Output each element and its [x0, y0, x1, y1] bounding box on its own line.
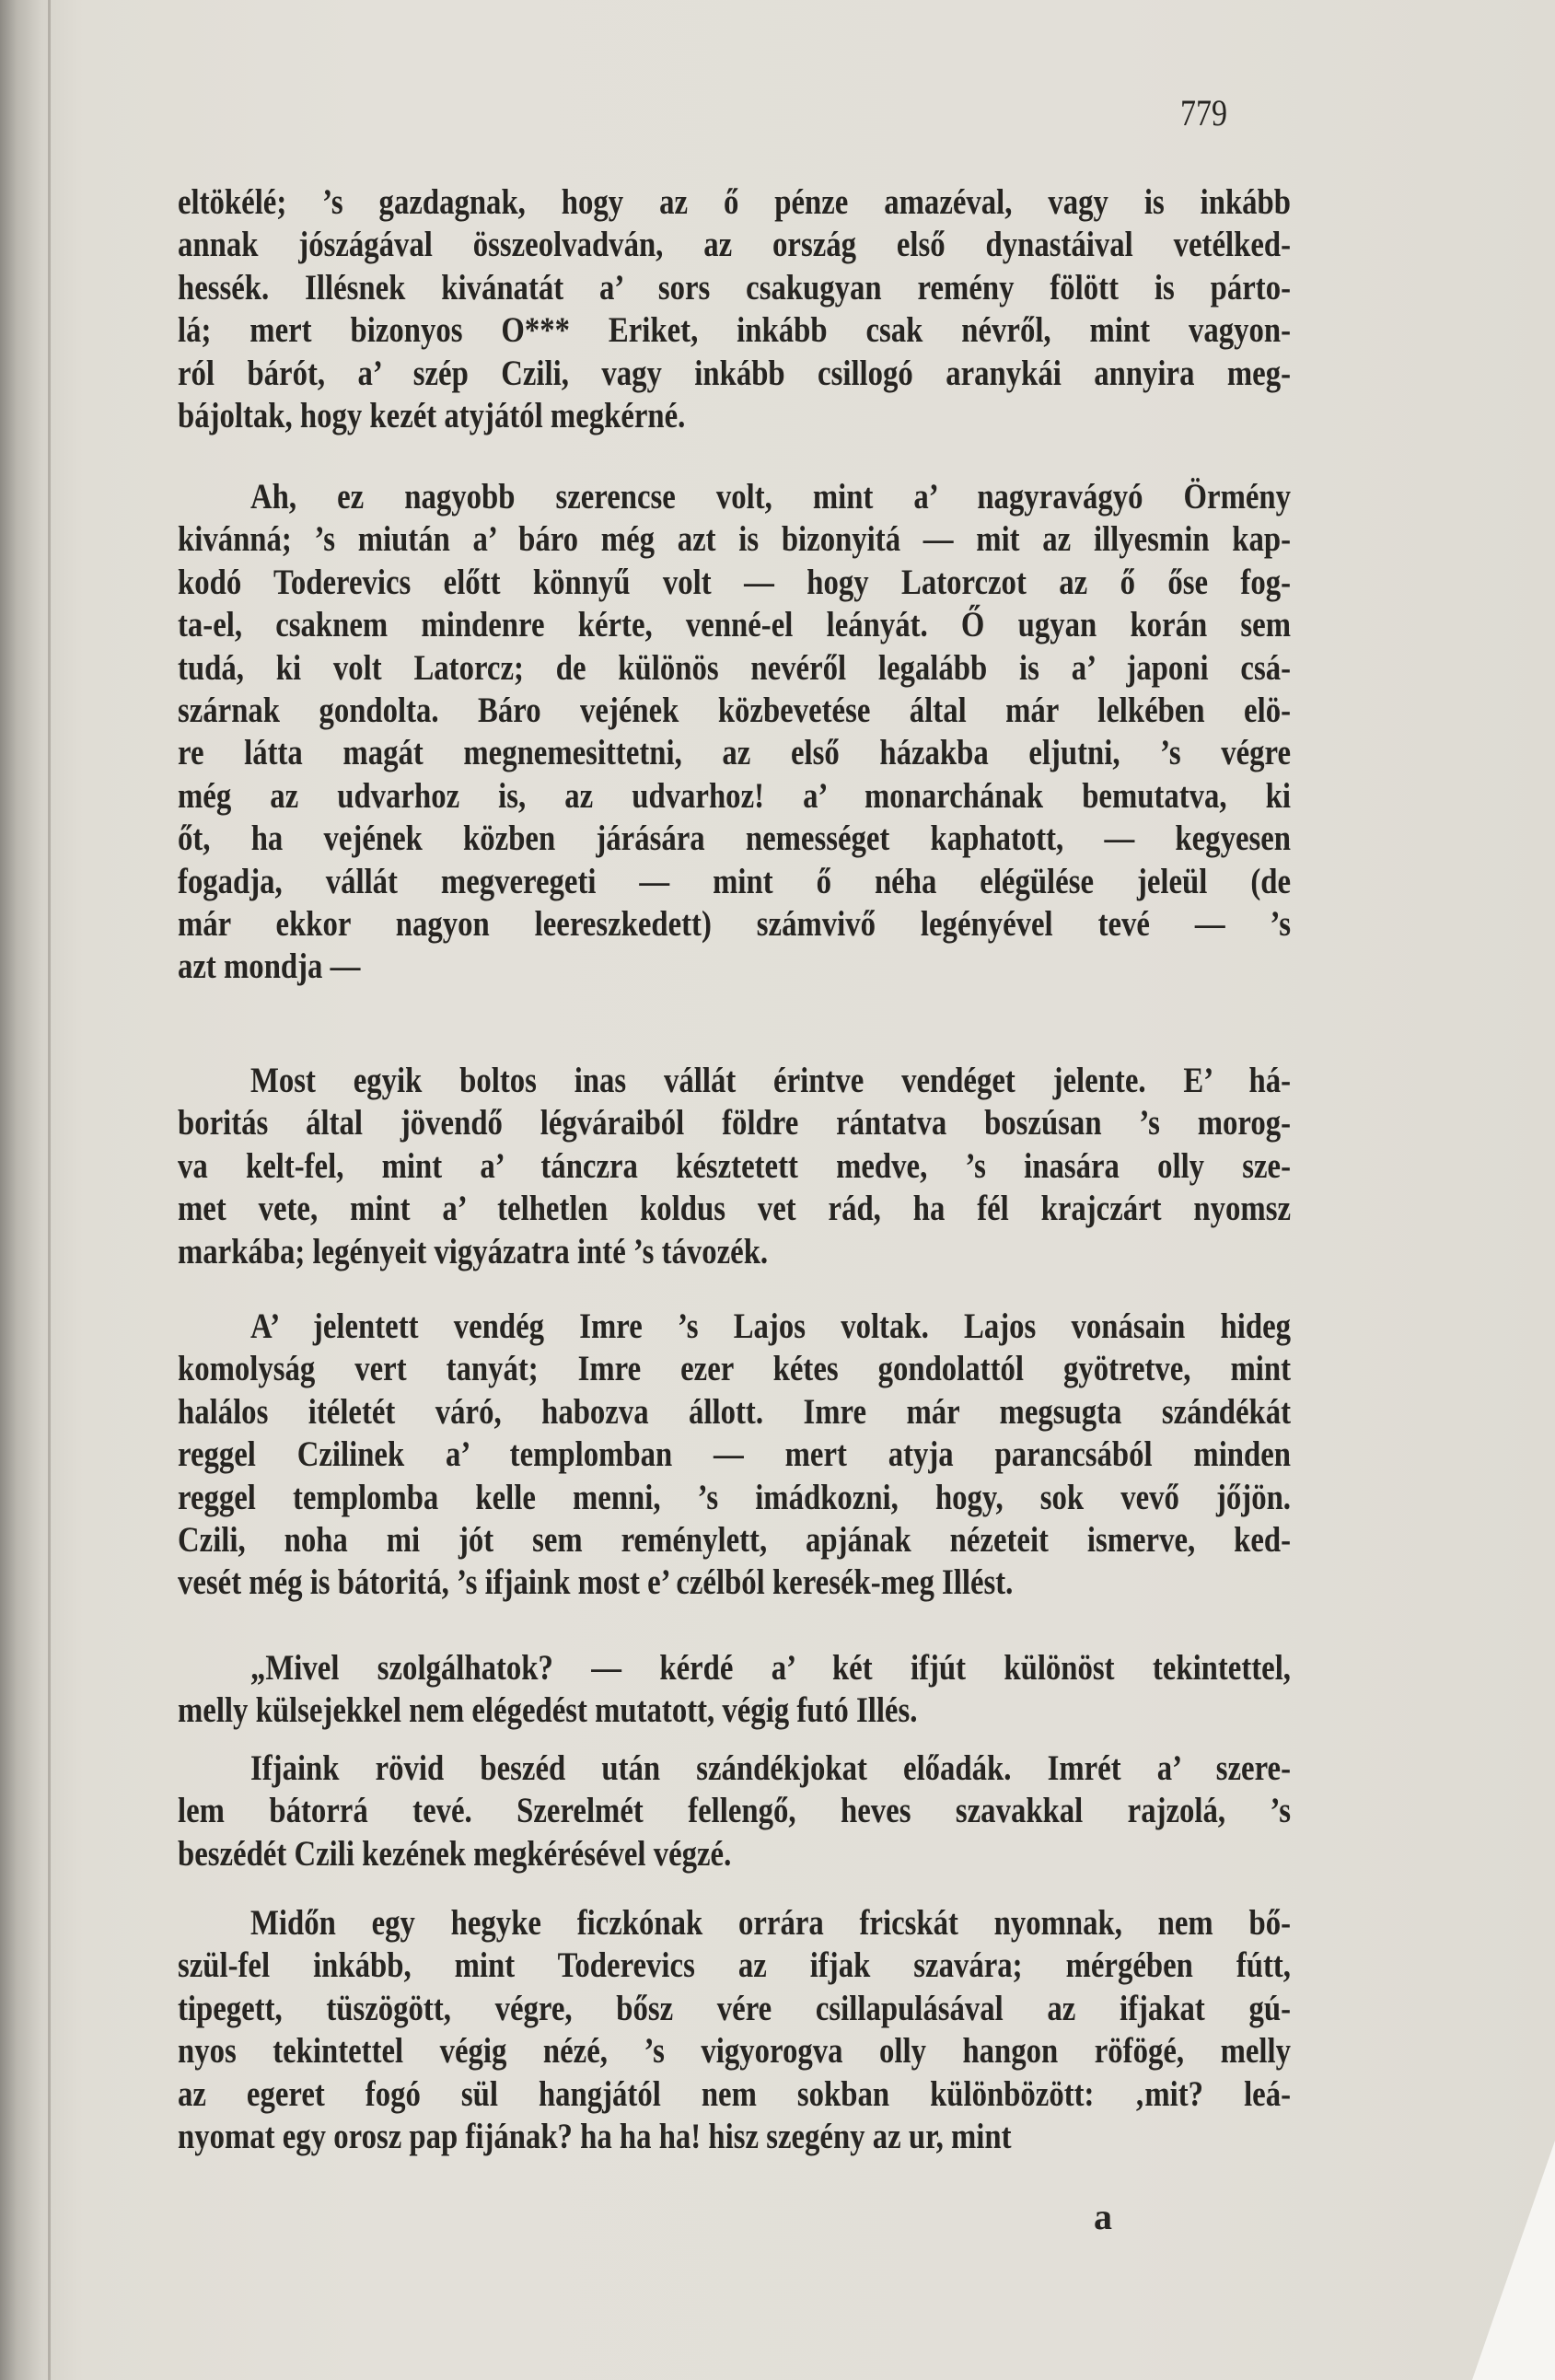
text-line-content: Most egyik boltos inas vállát érintve vendéget jelente. E’ há-: [250, 1061, 1291, 1100]
text-line-content: az egeret fogó sül hangjától nem sokban különbözött: ‚mit? leá-: [178, 2073, 1291, 2114]
page-corner: [1472, 2141, 1555, 2380]
catchword: a: [1094, 2196, 1112, 2237]
text-line: [178, 561, 1503, 605]
text-line: [178, 1789, 1503, 1833]
text-line-content: markába; legényeit vigyázatra inté ’s távozék.: [178, 1231, 769, 1271]
text-line: [178, 2072, 1503, 2117]
text-line: [178, 223, 1503, 267]
text-line: [250, 1901, 1489, 1945]
text-line-content: nyomat egy orosz pap fijának? ha ha ha! hisz szegény az ur, mint: [178, 2117, 1012, 2156]
text-line: [178, 1944, 1503, 1988]
text-line: [250, 1305, 1489, 1349]
text-line-content: A’ jelentett vendég Imre ’s Lajos voltak. Lajos vonásain hideg: [250, 1306, 1291, 1346]
page-number: 779: [1180, 92, 1227, 134]
text-line-content: őt, ha vejének közben járására nemességet kaphatott, — kegyesen: [178, 818, 1291, 859]
text-line: [178, 180, 1503, 225]
text-line: [178, 603, 1503, 647]
text-line-content: szárnak gondolta. Báro vejének közbevetése által már lelkében elö-: [178, 691, 1291, 730]
text-line-content: még az udvarhoz is, az udvarhoz! a’ monarchának bemutatva, ki: [178, 775, 1291, 816]
text-line-content: kivánná; ’s miután a’ báro még azt is bizonyitá — mit az illyesmin kap-: [178, 519, 1292, 560]
text-line: [250, 1646, 1489, 1690]
text-line-content: melly külsejekkel nem elégedést mutatott, végig futó Illés.: [178, 1690, 918, 1731]
text-line-content: va kelt-fel, mint a’ tánczra késztetett medve, ’s inasára olly sze-: [178, 1145, 1291, 1186]
text-line: [178, 646, 1503, 691]
text-line: [178, 1187, 1503, 1231]
text-line-content: ról bárót, a’ szép Czili, vagy inkább csillogó aranykái annyira meg-: [178, 353, 1291, 393]
text-line: [178, 1689, 1058, 1733]
text-line: [178, 731, 1503, 775]
text-line: [178, 1347, 1503, 1391]
text-line: [178, 2115, 1170, 2159]
text-line-content: re látta magát megnemesittetni, az első házakba eljutni, ’s végre: [178, 733, 1291, 773]
text-line: [178, 1101, 1503, 1145]
text-line: [178, 1987, 1503, 2031]
text-line: [178, 774, 1503, 818]
text-line-content: Czili, noha mi jót sem reménylett, apjának nézeteit ismerve, ked-: [178, 1520, 1292, 1560]
text-line-content: már ekkor nagyon leereszkedett) számvivő legényével tevé — ’s: [178, 904, 1292, 944]
text-line: [178, 1518, 1503, 1562]
text-line-content: tudá, ki volt Latorcz; de különös nevéről legalább is a’ japoni csá-: [178, 647, 1291, 688]
text-line-content: reggel templomba kelle menni, ’s imádkozni, hogy, sok vevő jőjön.: [178, 1477, 1291, 1517]
text-line-content: Ifjaink rövid beszéd után szándékjokat előadák. Imrét a’ szere-: [250, 1748, 1291, 1788]
text-line: [178, 1832, 837, 1876]
text-line: [178, 689, 1503, 733]
text-line: [178, 902, 1503, 946]
text-line-content: bájoltak, hogy kezét atyjától megkérné.: [178, 396, 686, 435]
text-line: [250, 475, 1489, 519]
text-line: [250, 1747, 1489, 1791]
text-line: [178, 1433, 1503, 1477]
text-line: [178, 1144, 1503, 1189]
text-line-content: halálos itéletét váró, habozva állott. Imre már megsugta szándékát: [178, 1391, 1291, 1432]
text-line-content: annak jószágával összeolvadván, az ország első dynastáival vetélked-: [178, 225, 1291, 265]
text-line: [178, 2029, 1503, 2073]
text-line-content: lá; mert bizonyos O*** Eriket, inkább csak névről, mint vagyon-: [178, 310, 1291, 351]
text-line-content: beszédét Czili kezének megkérésével végzé.: [178, 1833, 732, 1874]
text-line: [178, 352, 1503, 396]
text-line-content: hessék. Illésnek kivánatát a’ sors csakugyan remény fölött is párto-: [178, 267, 1291, 308]
text-line-content: komolyság vert tanyát; Imre ezer kétes gondolattól gyötretve, mint: [178, 1349, 1292, 1389]
text-line-content: „Mivel szolgálhatok? — kérdé a’ két ifjút különöst tekintettel,: [250, 1648, 1291, 1688]
text-line: [178, 1561, 1172, 1605]
text-line: [178, 860, 1503, 904]
text-line: [178, 1390, 1503, 1434]
text-line: [178, 1230, 880, 1274]
text-line-content: ta-el, csaknem mindenre kérte, venné-el leányát. Ő ugyan korán sem: [178, 605, 1291, 645]
text-line: [178, 817, 1503, 861]
text-line: [178, 394, 782, 438]
text-line-content: szül-fel inkább, mint Toderevics az ifjak szavára; mérgében fútt,: [178, 1945, 1291, 1986]
text-line: [250, 1059, 1489, 1103]
text-line: [178, 1476, 1503, 1520]
text-line-content: kodó Toderevics előtt könnyű volt — hogy Latorczot az ő őse fog-: [178, 562, 1291, 602]
text-line-content: reggel Czilinek a’ templomban — mert atyja parancsából minden: [178, 1434, 1291, 1475]
text-line-content: Ah, ez nagyobb szerencse volt, mint a’ nagyravágyó Örmény: [250, 477, 1291, 517]
text-line: [178, 945, 395, 989]
text-line-content: lem bátorrá tevé. Szerelmét fellengő, heves szavakkal rajzolá, ’s: [178, 1791, 1292, 1831]
text-line: [178, 517, 1503, 562]
text-line-content: eltökélé; ’s gazdagnak, hogy az ő pénze amazéval, vagy is inkább: [178, 182, 1291, 222]
text-line-content: Midőn egy hegyke ficzkónak orrára fricskát nyomnak, nem bő-: [250, 1903, 1291, 1943]
text-line-content: met vete, mint a’ telhetlen koldus vet rád, ha fél krajczárt nyomsz: [178, 1189, 1291, 1229]
binding-shadow: [48, 0, 51, 2380]
text-line-content: azt mondja —: [178, 946, 361, 987]
text-line-content: boritás által jövendő légváraiból földre rántatva boszúsan ’s morog-: [178, 1103, 1291, 1144]
text-line-content: vesét még is bátoritá, ’s ifjaink most e’ czélból keresék-meg Illést.: [178, 1562, 1014, 1603]
text-line-content: fogadja, vállát megveregeti — mint ő néha elégülése jeleül (de: [178, 861, 1292, 901]
text-line-content: tipegett, tüszögött, végre, bősz vére csillapulásával az ifjakat gú-: [178, 1988, 1291, 2028]
text-line-content: nyos tekintettel végig nézé, ’s vigyorogva olly hangon röfögé, melly: [178, 2031, 1291, 2072]
text-line: [178, 308, 1503, 353]
text-line: [178, 266, 1503, 310]
